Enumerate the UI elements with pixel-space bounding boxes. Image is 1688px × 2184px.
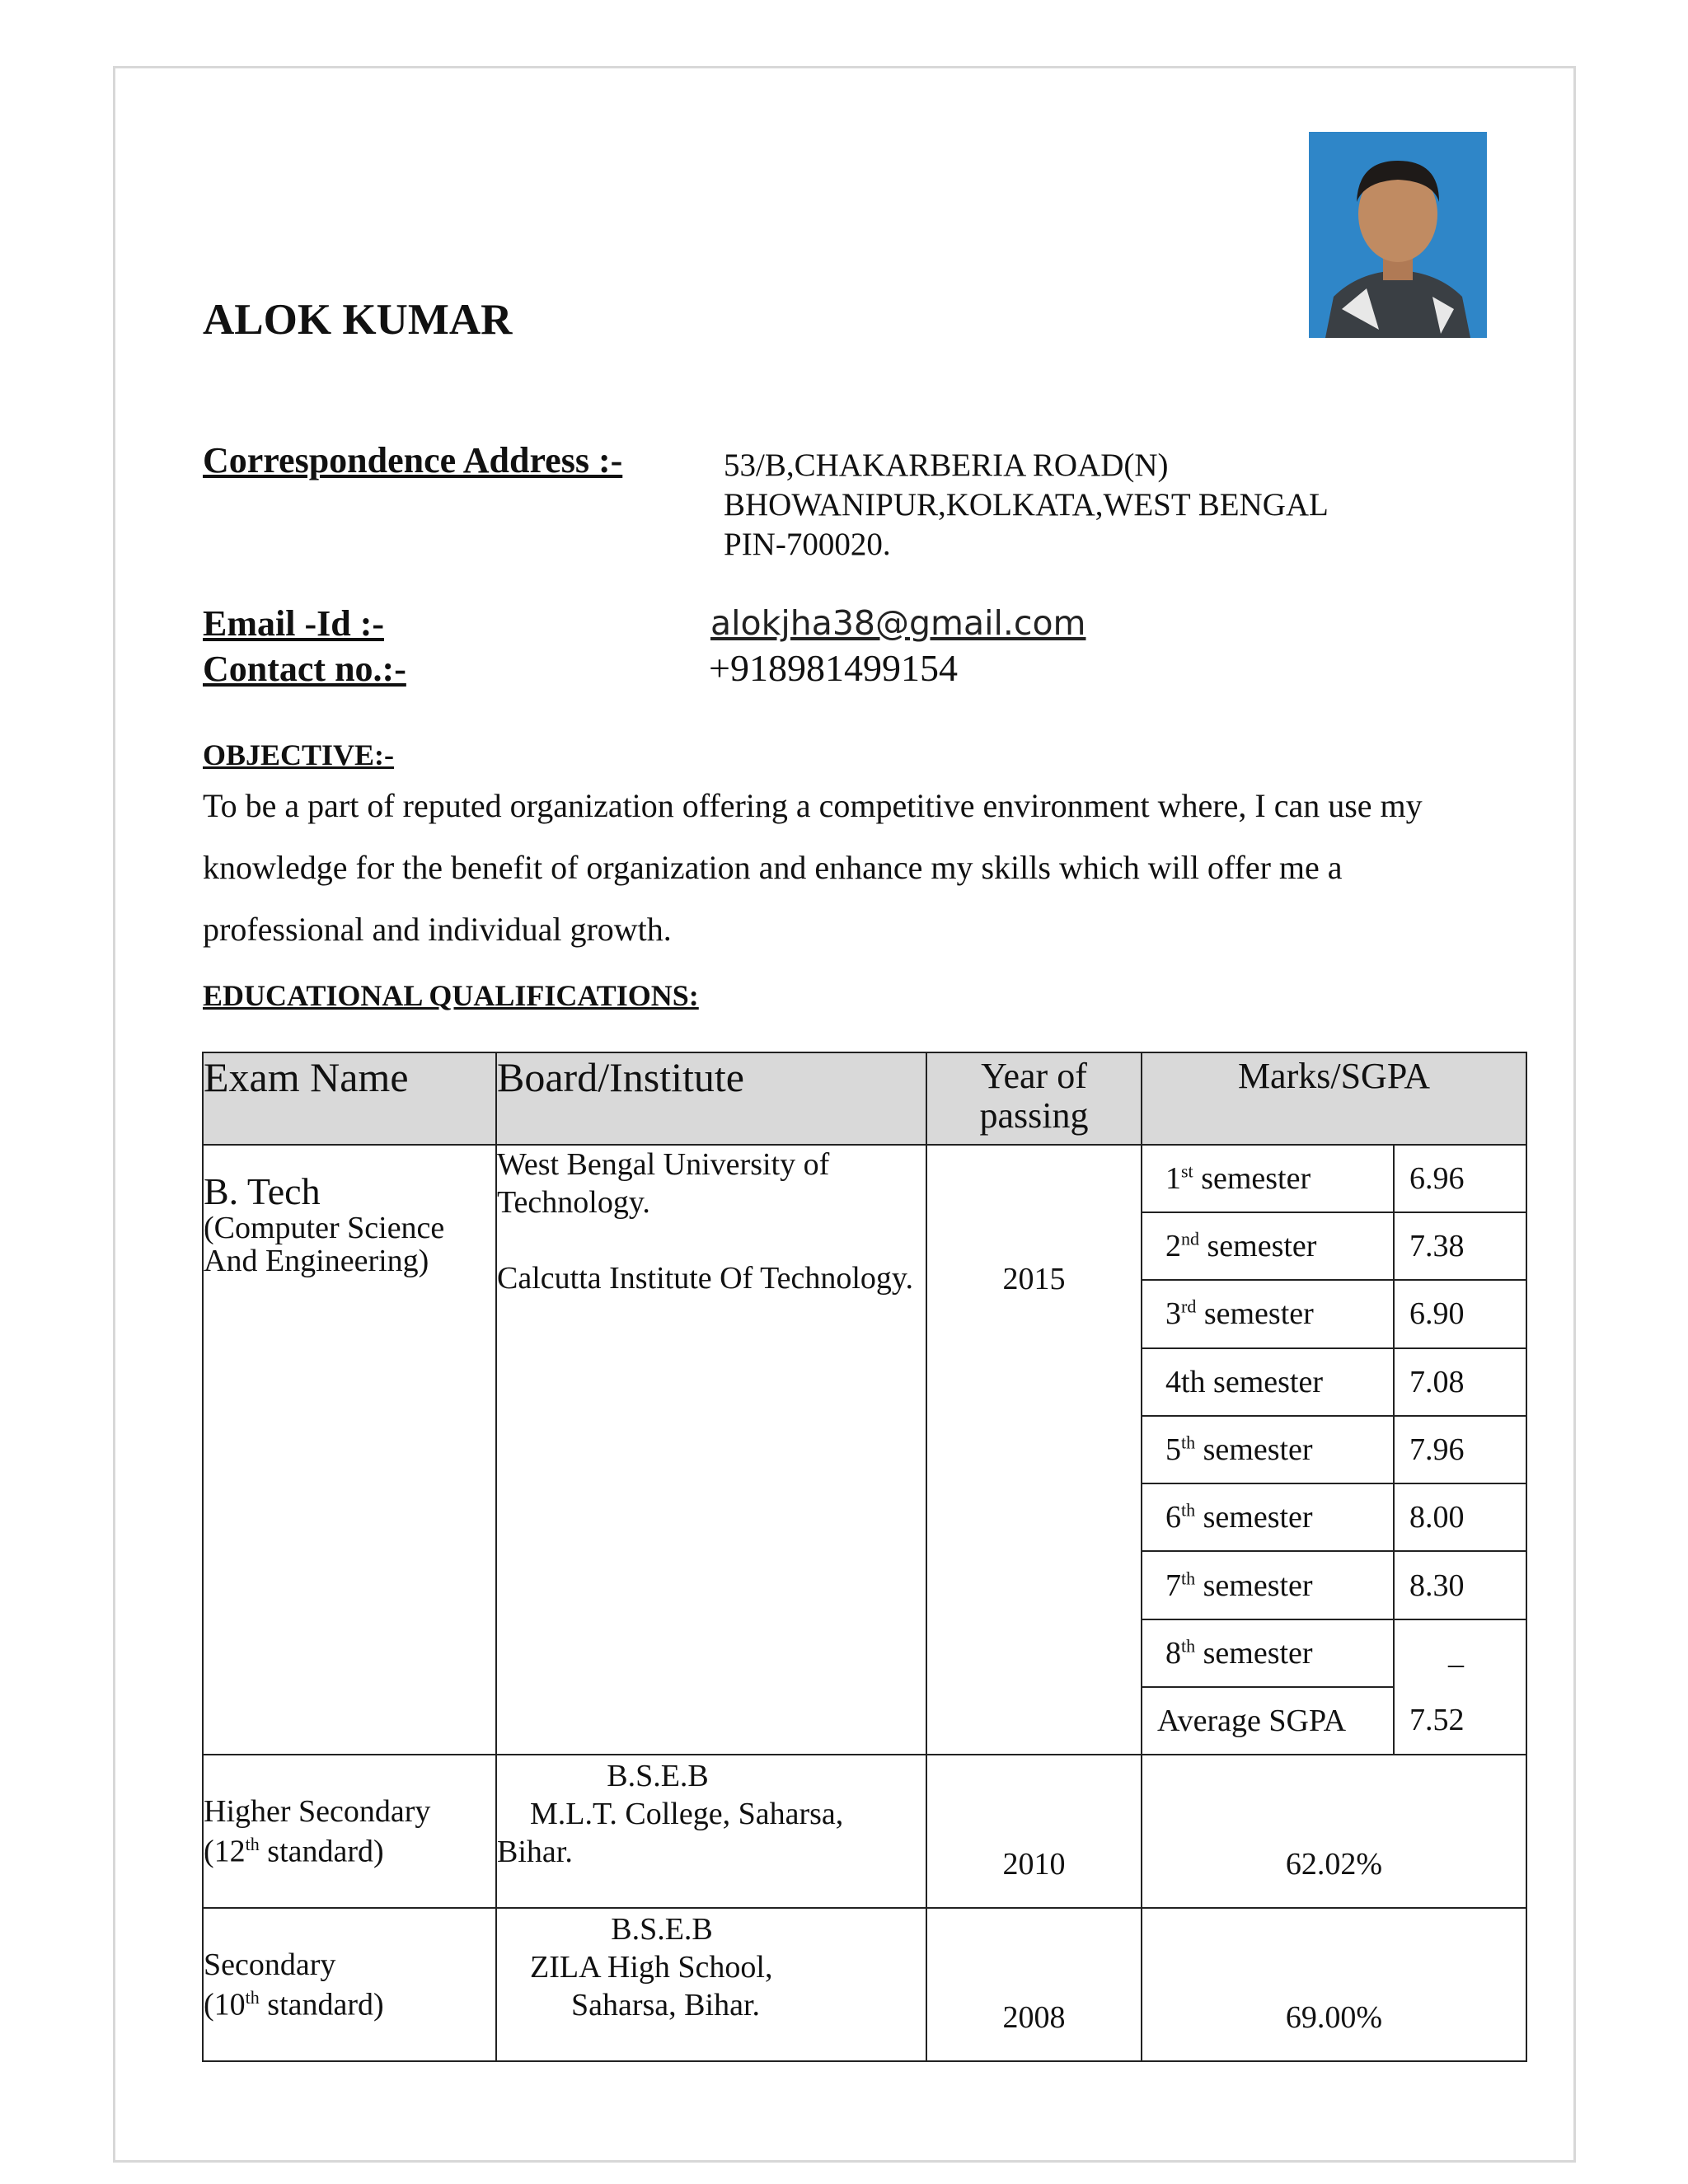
contact-number: +918981499154 [709, 647, 958, 689]
btech-year: 2015 [926, 1145, 1142, 1755]
average-label: Average SGPA [1142, 1687, 1394, 1754]
semester-value: _ [1448, 1636, 1464, 1671]
sec-year: 2008 [926, 1908, 1142, 2061]
education-heading: EDUCATIONAL QUALIFICATIONS: [203, 979, 699, 1012]
semester-label: 4th semester [1142, 1348, 1394, 1416]
btech-exam-sub: (Computer Science And Engineering) [204, 1211, 445, 1278]
semester-row [1142, 1483, 1526, 1551]
profile-photo [1309, 132, 1487, 338]
header-year: Year of passing [926, 1052, 1142, 1145]
btech-marks-cell [1142, 1145, 1526, 1755]
semester-row [1142, 1551, 1526, 1619]
hs-board-1: B.S.E.B [607, 1759, 709, 1793]
sec-board-1: B.S.E.B [611, 1912, 713, 1947]
btech-exam-cell [203, 1145, 496, 1755]
semester-row [1142, 1146, 1526, 1212]
semester-label: 1st semester [1142, 1146, 1394, 1212]
email-label: Email -Id :- [203, 603, 384, 644]
objective-text: To be a part of reputed organization offering a competitive environment where, I can use my knowledge for the benefit of organization and enhance my skills which will offer me a professional and individual growth. [203, 787, 1423, 948]
semester-row [1142, 1619, 1526, 1687]
semester-value: 7.38 [1394, 1212, 1526, 1280]
hs-board-2: M.L.T. College, Saharsa, [530, 1797, 844, 1831]
objective-heading: OBJECTIVE:- [203, 738, 395, 771]
btech-board-cell [496, 1145, 926, 1755]
semester-table [1142, 1146, 1526, 1754]
btech-exam: B. Tech [204, 1170, 321, 1212]
semester-label: 6th semester [1142, 1483, 1394, 1551]
hs-exam-1: Higher Secondary [204, 1793, 431, 1829]
header-marks: Marks/SGPA [1142, 1052, 1526, 1145]
email-link[interactable]: alokjha38@gmail.com [710, 603, 1086, 643]
hs-year: 2010 [926, 1755, 1142, 1908]
sec-exam-2: (10th standard) [204, 1986, 384, 2022]
semester-value: 6.96 [1394, 1146, 1526, 1212]
address-line-2: BHOWANIPUR,KOLKATA,WEST BENGAL [724, 487, 1329, 523]
btech-board-1: West Bengal University of Technology. [497, 1147, 830, 1220]
table-header-row [203, 1052, 1526, 1145]
semester-label: 5th semester [1142, 1416, 1394, 1483]
semester-value: 8.30 [1394, 1551, 1526, 1619]
address-line-1: 53/B,CHAKARBERIA ROAD(N) [724, 448, 1169, 483]
sec-exam-cell [203, 1908, 496, 2061]
sec-board-3: Saharsa, Bihar. [571, 1988, 761, 2022]
average-value: 7.52 [1409, 1703, 1465, 1738]
semester-label: 7th semester [1142, 1551, 1394, 1619]
sec-board-cell [496, 1908, 926, 2061]
semester-label: 2nd semester [1142, 1212, 1394, 1280]
table-row [203, 1145, 1526, 1755]
semester-row [1142, 1212, 1526, 1280]
header-board: Board/Institute [496, 1052, 926, 1145]
semester-value: 7.08 [1394, 1348, 1526, 1416]
hs-board-3: Bihar. [497, 1835, 573, 1869]
education-table [202, 1052, 1527, 2062]
sec-exam-1: Secondary [204, 1947, 336, 1982]
hs-exam-cell [203, 1755, 496, 1908]
average-row [1142, 1687, 1526, 1754]
table-row [203, 1755, 1526, 1908]
semester-label: 8th semester [1142, 1619, 1394, 1687]
hs-board-cell [496, 1755, 926, 1908]
hs-exam-2: (12th standard) [204, 1833, 384, 1869]
btech-board-2: Calcutta Institute Of Technology. [497, 1261, 913, 1296]
sec-board-2: ZILA High School, [530, 1950, 773, 1985]
semester-value: 6.90 [1394, 1280, 1526, 1347]
sec-marks: 69.00% [1142, 1908, 1526, 2061]
hs-marks: 62.02% [1142, 1755, 1526, 1908]
address-line-3: PIN-700020. [724, 527, 891, 562]
semester-value: 8.00 [1394, 1483, 1526, 1551]
semester-label: 3rd semester [1142, 1280, 1394, 1347]
semester-row [1142, 1280, 1526, 1347]
semester-row [1142, 1348, 1526, 1416]
header-exam-name: Exam Name [203, 1052, 496, 1145]
table-row [203, 1908, 1526, 2061]
candidate-name: ALOK KUMAR [203, 296, 513, 344]
semester-value: 7.96 [1394, 1416, 1526, 1483]
semester-row [1142, 1416, 1526, 1483]
address-label: Correspondence Address :- [203, 440, 623, 480]
contact-label: Contact no.:- [203, 649, 406, 689]
